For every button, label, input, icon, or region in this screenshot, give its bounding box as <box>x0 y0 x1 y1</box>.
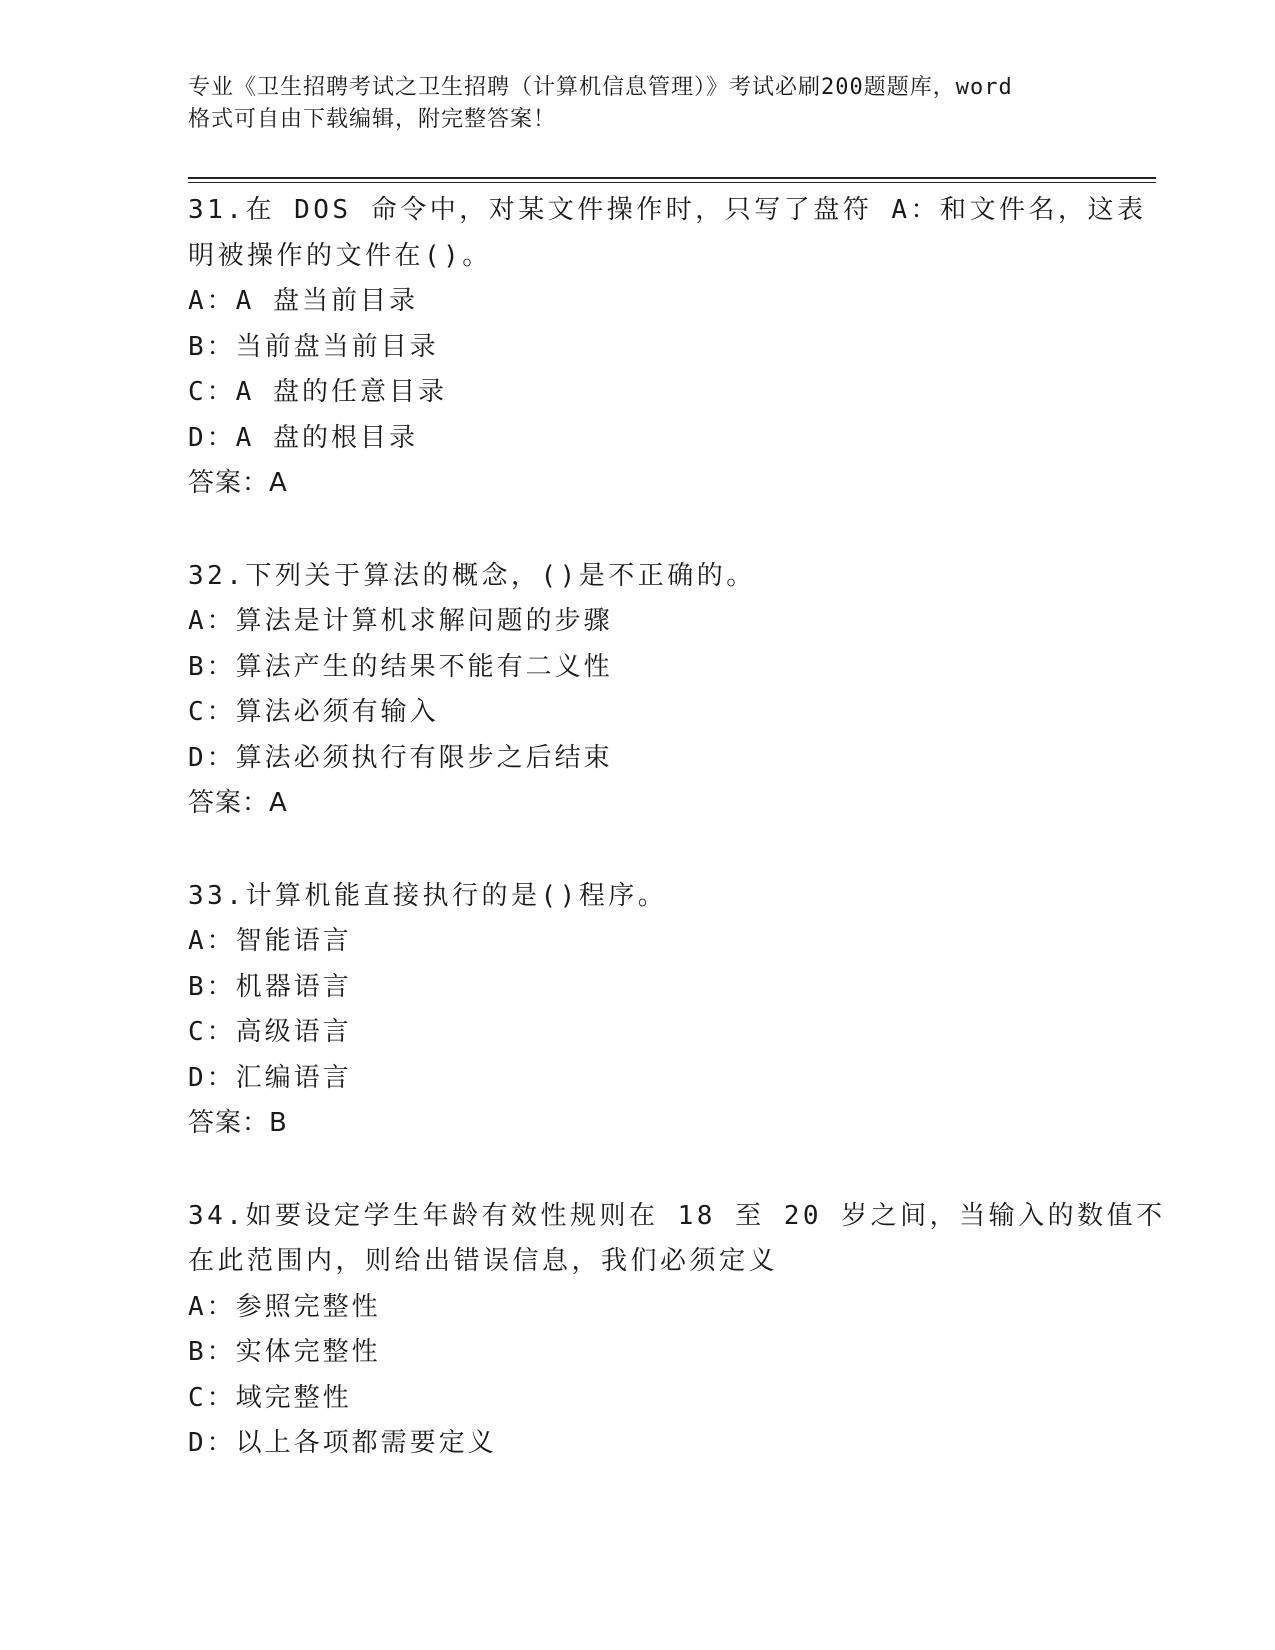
stem-line: 32.下列关于算法的概念，()是不正确的。 <box>188 560 756 591</box>
question-31 <box>188 188 1147 507</box>
stem-line: 31.在 DOS 命令中，对某文件操作时，只写了盘符 A：和文件名，这表 <box>188 195 1147 225</box>
question-stem <box>188 554 1088 600</box>
option-a: A：A 盘当前目录 <box>188 286 418 316</box>
option-b: B：当前盘当前目录 <box>188 331 439 362</box>
header-line: 专业《卫生招聘考试之卫生招聘（计算机信息管理）》考试必刷200题题库，word <box>188 75 1013 100</box>
question-34 <box>188 1194 1166 1467</box>
stem-line: 明被操作的文件在()。 <box>188 240 492 271</box>
option-b: B：实体完整性 <box>188 1337 381 1367</box>
question-33 <box>188 874 1088 1147</box>
stem-line: 33.计算机能直接执行的是()程序。 <box>188 880 668 911</box>
option-a: A：算法是计算机求解问题的步骤 <box>188 606 613 636</box>
option-d: D：算法必须执行有限步之后结束 <box>188 742 613 773</box>
option-c: C：高级语言 <box>188 1017 352 1047</box>
option-a: A：智能语言 <box>188 926 352 956</box>
question-stem <box>188 1194 1166 1285</box>
option-a: A：参照完整性 <box>188 1291 381 1322</box>
option-c: C：A 盘的任意目录 <box>188 377 447 407</box>
header-divider-thick <box>188 177 1156 179</box>
question-list <box>188 188 1166 1514</box>
stem-line: 在此范围内，则给出错误信息，我们必须定义 <box>188 1246 779 1276</box>
option-c: C：算法必须有输入 <box>188 697 439 727</box>
document-header <box>188 72 1088 136</box>
answer: 答案：A <box>188 788 288 818</box>
option-d: D：A 盘的根目录 <box>188 422 418 453</box>
option-b: B：机器语言 <box>188 971 352 1002</box>
stem-line: 34.如要设定学生年龄有效性规则在 18 至 20 岁之间，当输入的数值不 <box>188 1200 1166 1231</box>
question-32 <box>188 554 1088 827</box>
option-d: D：汇编语言 <box>188 1062 352 1093</box>
option-d: D：以上各项都需要定义 <box>188 1428 497 1458</box>
option-c: C：域完整性 <box>188 1382 352 1413</box>
header-divider-thin <box>188 182 1156 183</box>
question-stem <box>188 188 1147 279</box>
answer: 答案：B <box>188 1108 288 1138</box>
question-stem <box>188 874 1088 920</box>
option-b: B：算法产生的结果不能有二义性 <box>188 651 613 682</box>
header-line: 格式可自由下载编辑，附完整答案！ <box>188 107 557 132</box>
answer: 答案：A <box>188 468 288 498</box>
